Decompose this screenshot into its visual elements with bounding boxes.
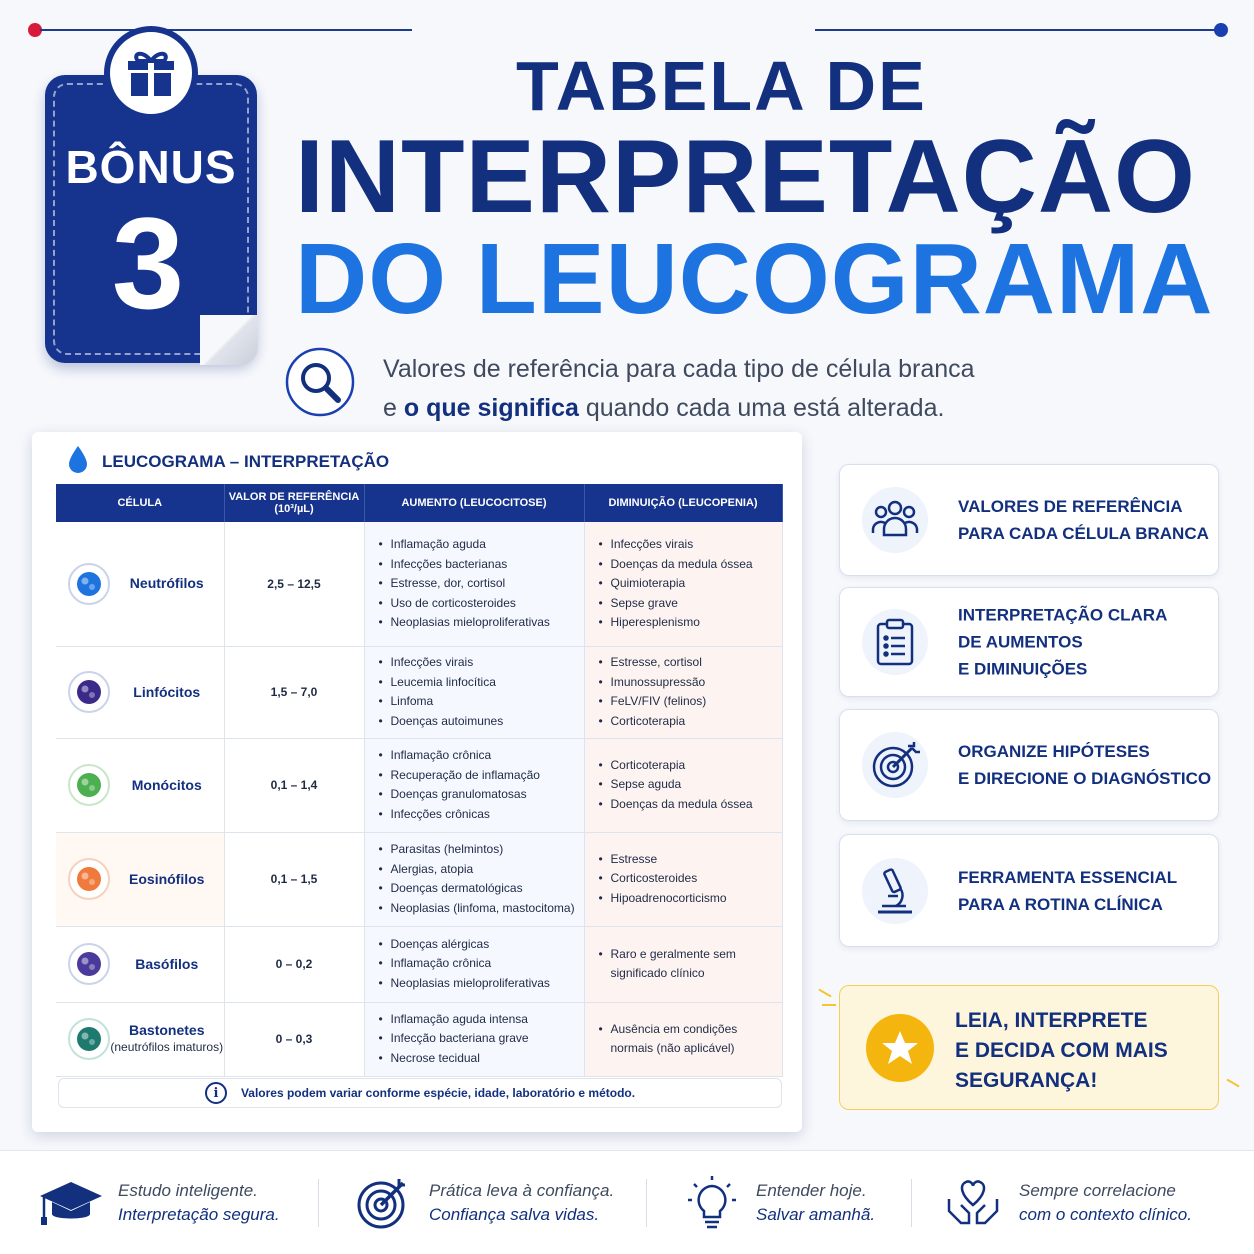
decrease-item: • Hipoadrenocorticismo bbox=[599, 889, 774, 909]
footer-line: Estudo inteligente. bbox=[118, 1181, 258, 1200]
target-icon bbox=[862, 732, 928, 798]
info-icon: i bbox=[205, 1082, 227, 1104]
increase-item: • Neoplasias mieloproliferativas bbox=[379, 613, 576, 633]
header-decrease: DIMINUIÇÃO (LEUCOPENIA) bbox=[584, 484, 782, 522]
star-icon bbox=[866, 1014, 934, 1082]
decrease-item: • Corticoterapia bbox=[599, 756, 774, 776]
reference-value: 1,5 – 7,0 bbox=[224, 646, 364, 738]
increase-item: • Alergias, atopia bbox=[379, 860, 576, 880]
reference-value: 0 – 0,3 bbox=[224, 1002, 364, 1076]
header-ref-line-2: (10³/µL) bbox=[274, 503, 314, 515]
increase-item: • Doenças alérgicas bbox=[379, 935, 576, 955]
eosinophil-icon bbox=[68, 858, 110, 900]
increase-item: • Leucemia linfocítica bbox=[379, 673, 576, 693]
increase-item: • Neoplasias mieloproliferativas bbox=[379, 974, 576, 994]
cell-label bbox=[110, 956, 224, 973]
spark-decoration bbox=[822, 1004, 836, 1006]
increase-cell bbox=[364, 926, 584, 1002]
gift-icon bbox=[104, 26, 198, 120]
spark-decoration bbox=[818, 989, 831, 998]
feature-line: E DIMINUIÇÕES bbox=[958, 659, 1088, 679]
increase-list bbox=[365, 1010, 584, 1069]
neutrophil-icon bbox=[68, 563, 110, 605]
increase-cell bbox=[364, 738, 584, 832]
footer-line: Prática leva à confiança. bbox=[429, 1181, 615, 1200]
decrease-list bbox=[585, 945, 782, 984]
cta-line: E DECIDA COM MAIS bbox=[955, 1039, 1168, 1062]
basophil-icon bbox=[68, 943, 110, 985]
top-right-dot bbox=[1214, 23, 1228, 37]
footer-line: Salvar amanhã. bbox=[756, 1205, 876, 1224]
footer-line: com o contexto clínico. bbox=[1019, 1205, 1192, 1224]
footer-text bbox=[429, 1179, 614, 1227]
feature-line: INTERPRETAÇÃO CLARA bbox=[958, 605, 1168, 625]
bonus-word: BÔNUS bbox=[65, 141, 237, 193]
magnifier-icon bbox=[284, 346, 356, 418]
table-row bbox=[56, 832, 782, 926]
cell-name-text: Basófilos bbox=[135, 955, 199, 972]
group-icon bbox=[862, 487, 928, 553]
feature-box-hypotheses bbox=[839, 709, 1219, 821]
cell-name bbox=[56, 926, 224, 1002]
decrease-item: • Infecções virais bbox=[599, 535, 774, 555]
heart-hands-icon bbox=[945, 1175, 1001, 1231]
increase-item: • Inflamação crônica bbox=[379, 746, 576, 766]
increase-list bbox=[365, 653, 584, 731]
title-line-3: DO LEUCOGRAMA bbox=[295, 223, 1214, 335]
feature-box-reference bbox=[839, 464, 1219, 576]
footer-separator bbox=[911, 1179, 912, 1227]
feature-line: FERRAMENTA ESSENCIAL bbox=[958, 867, 1178, 887]
decrease-item: • Hiperesplenismo bbox=[599, 613, 774, 633]
header-increase: AUMENTO (LEUCOCITOSE) bbox=[364, 484, 584, 522]
feature-line: VALORES DE REFERÊNCIA bbox=[958, 497, 1183, 516]
cell-name bbox=[56, 1002, 224, 1076]
decrease-cell bbox=[584, 738, 782, 832]
decrease-item: • Estresse, cortisol bbox=[599, 653, 774, 673]
increase-list bbox=[365, 746, 584, 824]
footer-item-study bbox=[38, 1151, 280, 1254]
table-row bbox=[56, 1002, 782, 1076]
increase-item: • Recuperação de inflamação bbox=[379, 766, 576, 786]
target-icon bbox=[355, 1175, 411, 1231]
spark-decoration bbox=[1226, 1079, 1239, 1088]
decrease-item: • Imunossupressão bbox=[599, 673, 774, 693]
decrease-item: • Corticoterapia bbox=[599, 712, 774, 732]
decrease-list bbox=[585, 850, 782, 909]
increase-list bbox=[365, 935, 584, 994]
footer-text bbox=[756, 1179, 875, 1227]
table-row bbox=[56, 646, 782, 738]
cell-name-sub: (neutrófilos imaturos) bbox=[110, 1040, 224, 1054]
cell-label bbox=[110, 575, 224, 592]
decrease-item: • Sepse grave bbox=[599, 594, 774, 614]
top-left-line bbox=[40, 29, 412, 31]
cell-label bbox=[110, 871, 224, 888]
decrease-item: • Doenças da medula óssea bbox=[599, 555, 774, 575]
decrease-item: • Sepse aguda bbox=[599, 775, 774, 795]
decrease-cell bbox=[584, 522, 782, 646]
increase-item: • Inflamação aguda intensa bbox=[379, 1010, 576, 1030]
increase-item: • Inflamação crônica bbox=[379, 954, 576, 974]
footer-line: Entender hoje. bbox=[756, 1181, 867, 1200]
feature-line: PARA A ROTINA CLÍNICA bbox=[958, 894, 1163, 914]
increase-item: • Doenças granulomatosas bbox=[379, 785, 576, 805]
decrease-cell bbox=[584, 646, 782, 738]
microscope-icon bbox=[862, 858, 928, 924]
reference-value: 0,1 – 1,4 bbox=[224, 738, 364, 832]
decrease-item: • Raro e geralmente sem significado clínico bbox=[599, 945, 774, 984]
title-line-2: INTERPRETAÇÃO bbox=[295, 119, 1196, 235]
table-row bbox=[56, 522, 782, 646]
decrease-cell bbox=[584, 926, 782, 1002]
feature-text bbox=[958, 493, 1209, 547]
footer-line: Sempre correlacione bbox=[1019, 1181, 1176, 1200]
subtitle-post: quando cada uma está alterada. bbox=[585, 394, 945, 422]
cell-label bbox=[110, 1022, 224, 1056]
increase-list bbox=[365, 535, 584, 633]
clipboard-icon bbox=[862, 609, 928, 675]
increase-item: • Parasitas (helmintos) bbox=[379, 840, 576, 860]
cell-name bbox=[56, 522, 224, 646]
increase-cell bbox=[364, 832, 584, 926]
increase-item: • Necrose tecidual bbox=[379, 1049, 576, 1069]
graduation-cap-icon bbox=[38, 1178, 104, 1228]
lightbulb-icon bbox=[686, 1174, 738, 1232]
decrease-list bbox=[585, 1020, 782, 1059]
decrease-list bbox=[585, 756, 782, 815]
subtitle-highlight: o que significa bbox=[403, 394, 579, 422]
increase-item: • Uso de corticosteroides bbox=[379, 594, 576, 614]
table-row bbox=[56, 738, 782, 832]
increase-item: • Infecções crônicas bbox=[379, 805, 576, 825]
table-title: LEUCOGRAMA – INTERPRETAÇÃO bbox=[102, 452, 390, 471]
footer-separator bbox=[318, 1179, 319, 1227]
decrease-item: • Quimioterapia bbox=[599, 574, 774, 594]
feature-line: ORGANIZE HIPÓTESES bbox=[958, 742, 1150, 761]
footer bbox=[0, 1150, 1254, 1254]
subtitle bbox=[383, 350, 975, 428]
footer-text bbox=[118, 1179, 280, 1227]
reference-value: 0 – 0,2 bbox=[224, 926, 364, 1002]
footer-item-practice bbox=[355, 1151, 614, 1254]
table-card bbox=[32, 432, 802, 1132]
table-row bbox=[56, 926, 782, 1002]
cta-line: LEIA, INTERPRETE bbox=[955, 1009, 1148, 1032]
feature-line: PARA CADA CÉLULA BRANCA bbox=[958, 524, 1209, 543]
feature-text bbox=[958, 738, 1211, 792]
monocyte-icon bbox=[68, 764, 110, 806]
increase-item: • Neoplasias (linfoma, mastocitoma) bbox=[379, 899, 576, 919]
increase-cell bbox=[364, 522, 584, 646]
increase-item: • Linfoma bbox=[379, 692, 576, 712]
cell-name-text: Bastonetes bbox=[129, 1022, 205, 1038]
increase-item: • Infecções virais bbox=[379, 653, 576, 673]
drop-icon bbox=[66, 444, 90, 474]
subtitle-pre: e bbox=[383, 394, 397, 422]
cell-name bbox=[56, 646, 224, 738]
page-curl bbox=[200, 315, 258, 365]
title-line-1: TABELA DE bbox=[516, 47, 927, 125]
lymphocyte-icon bbox=[68, 671, 110, 713]
header-cell: CÉLULA bbox=[56, 484, 224, 522]
decrease-cell bbox=[584, 832, 782, 926]
increase-list bbox=[365, 840, 584, 918]
footer-text bbox=[1019, 1179, 1192, 1227]
cell-name-text: Linfócitos bbox=[133, 683, 201, 700]
feature-line: E DIRECIONE O DIAGNÓSTICO bbox=[958, 769, 1212, 788]
subtitle-line-2 bbox=[383, 389, 975, 428]
decrease-item: • Ausência em condições normais (não aplicável) bbox=[599, 1020, 774, 1059]
footer-item-correlate bbox=[945, 1151, 1192, 1254]
feature-text bbox=[958, 602, 1167, 683]
increase-cell bbox=[364, 646, 584, 738]
decrease-item: • Estresse bbox=[599, 850, 774, 870]
increase-item: • Doenças autoimunes bbox=[379, 712, 576, 732]
increase-cell bbox=[364, 1002, 584, 1076]
decrease-list bbox=[585, 653, 782, 731]
feature-line: DE AUMENTOS bbox=[958, 632, 1083, 652]
leucogram-table bbox=[56, 484, 783, 1077]
decrease-item: • Doenças da medula óssea bbox=[599, 795, 774, 815]
header-ref-line-1: VALOR DE REFERÊNCIA bbox=[228, 491, 360, 503]
decrease-list bbox=[585, 535, 782, 633]
feature-box-interpretation bbox=[839, 587, 1219, 697]
feature-text bbox=[958, 864, 1177, 918]
increase-item: • Inflamação aguda bbox=[379, 535, 576, 555]
cell-label bbox=[110, 684, 224, 701]
band-neutrophil-icon bbox=[68, 1018, 110, 1060]
subtitle-line-1: Valores de referência para cada tipo de célula branca bbox=[383, 355, 975, 383]
top-right-line bbox=[815, 29, 1215, 31]
decrease-item: • Corticosteroides bbox=[599, 869, 774, 889]
increase-item: • Infecção bacteriana grave bbox=[379, 1029, 576, 1049]
footer-item-understand bbox=[686, 1151, 875, 1254]
cell-name-text: Eosinófilos bbox=[129, 870, 205, 887]
footer-separator bbox=[646, 1179, 647, 1227]
cell-name-text: Monócitos bbox=[131, 776, 202, 793]
note-text: Valores podem variar conforme espécie, idade, laboratório e método. bbox=[240, 1086, 636, 1100]
cell-name bbox=[56, 832, 224, 926]
variation-note bbox=[58, 1078, 782, 1108]
header-reference bbox=[224, 484, 364, 522]
cta-text bbox=[955, 1006, 1168, 1096]
increase-item: • Estresse, dor, cortisol bbox=[379, 574, 576, 594]
increase-item: • Infecções bacterianas bbox=[379, 555, 576, 575]
increase-item: • Doenças dermatológicas bbox=[379, 879, 576, 899]
cell-name-text: Neutrófilos bbox=[129, 575, 204, 592]
cell-label bbox=[110, 777, 224, 794]
cta-box bbox=[839, 985, 1219, 1110]
cta-line: SEGURANÇA! bbox=[955, 1069, 1098, 1092]
feature-box-tool bbox=[839, 834, 1219, 947]
reference-value: 0,1 – 1,5 bbox=[224, 832, 364, 926]
footer-line: Interpretação segura. bbox=[118, 1205, 280, 1224]
footer-line: Confiança salva vidas. bbox=[429, 1205, 600, 1224]
decrease-cell bbox=[584, 1002, 782, 1076]
bonus-number: 3 bbox=[111, 190, 185, 336]
reference-value: 2,5 – 12,5 bbox=[224, 522, 364, 646]
cell-name bbox=[56, 738, 224, 832]
decrease-item: • FeLV/FIV (felinos) bbox=[599, 692, 774, 712]
